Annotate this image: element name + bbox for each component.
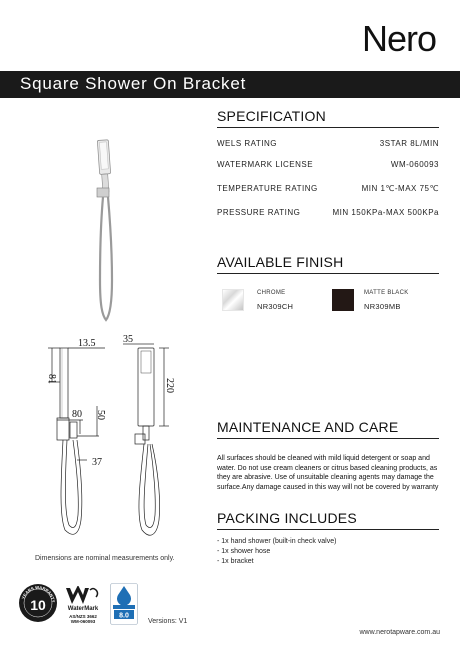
maintenance-heading: MAINTENANCE AND CARE bbox=[217, 419, 399, 435]
watermark-label: WaterMark bbox=[67, 606, 99, 612]
specification-rule bbox=[217, 127, 439, 128]
website-link[interactable]: www.nerotapware.com.au bbox=[359, 629, 440, 636]
finish-code-chrome: NR309CH bbox=[257, 302, 294, 311]
watermark-standard: AS/NZS 3662 bbox=[69, 614, 97, 619]
dim-label-220: 220 bbox=[164, 378, 175, 393]
packing-heading: PACKING INCLUDES bbox=[217, 510, 357, 526]
brand-logo: Nero bbox=[361, 18, 436, 59]
list-item: - 1x bracket bbox=[217, 558, 254, 565]
dimension-drawing bbox=[35, 330, 195, 555]
list-item: - 1x hand shower (built-in check valve) bbox=[217, 538, 337, 545]
title-bar bbox=[0, 71, 460, 98]
watermark-badge bbox=[60, 586, 106, 626]
spec-value: WM-060093 bbox=[390, 160, 439, 169]
watermark-license: WM-060093 bbox=[70, 619, 96, 624]
finish-swatch-chrome[interactable] bbox=[222, 289, 244, 311]
finish-heading: AVAILABLE FINISH bbox=[217, 254, 344, 270]
spec-value: MIN 1℃-MAX 75℃ bbox=[361, 184, 439, 193]
watermark-w-icon bbox=[60, 586, 106, 606]
spec-value: MIN 150KPa-MAX 500KPa bbox=[332, 208, 439, 217]
wels-badge bbox=[110, 583, 138, 625]
finish-name-matte-black: MATTE BLACK bbox=[364, 290, 409, 296]
finish-swatch-matte-black[interactable] bbox=[332, 289, 354, 311]
maintenance-rule bbox=[217, 438, 439, 439]
warranty-text: YEARS WARRANTY bbox=[20, 584, 57, 603]
dim-label-81: 81 bbox=[46, 374, 57, 384]
version-label: Versions: V1 bbox=[148, 618, 188, 625]
finish-rule bbox=[217, 273, 439, 274]
spec-label: TEMPERATURE RATING bbox=[217, 184, 318, 193]
spec-label: WATERMARK LICENSE bbox=[217, 160, 314, 169]
finish-code-matte-black: NR309MB bbox=[364, 302, 401, 311]
dim-label-80: 80 bbox=[72, 409, 82, 420]
finish-name-chrome: CHROME bbox=[257, 290, 286, 296]
packing-rule bbox=[217, 529, 439, 530]
warranty-years: 10 bbox=[30, 597, 46, 613]
spec-label: WELS RATING bbox=[217, 139, 278, 148]
dim-label-50: 50 bbox=[95, 410, 106, 420]
maintenance-text: All surfaces should be cleaned with mild liquid detergent or soap and water. Do not use cream cleaners or citrus based cleaning products, as they are abrasive. Use of unsuitable cleaning agents may damage the surface.Any damage caused in this way will not be covered by warranty bbox=[217, 455, 439, 492]
warranty-badge bbox=[18, 583, 58, 623]
wels-rating: 8.0 bbox=[119, 612, 129, 620]
packing-list bbox=[217, 537, 336, 567]
dim-label-35: 35 bbox=[123, 334, 133, 345]
dimensions-note: Dimensions are nominal measurements only. bbox=[35, 555, 175, 562]
list-item: - 1x shower hose bbox=[217, 548, 271, 555]
specification-heading: SPECIFICATION bbox=[217, 108, 326, 124]
dim-label-13-5: 13.5 bbox=[78, 338, 96, 349]
spec-value: 3STAR 8L/MIN bbox=[379, 139, 439, 148]
dim-label-37: 37 bbox=[92, 457, 102, 468]
page-title: Square Shower On Bracket bbox=[20, 74, 247, 93]
spec-label: PRESSURE RATING bbox=[217, 208, 301, 217]
product-image bbox=[70, 130, 150, 330]
